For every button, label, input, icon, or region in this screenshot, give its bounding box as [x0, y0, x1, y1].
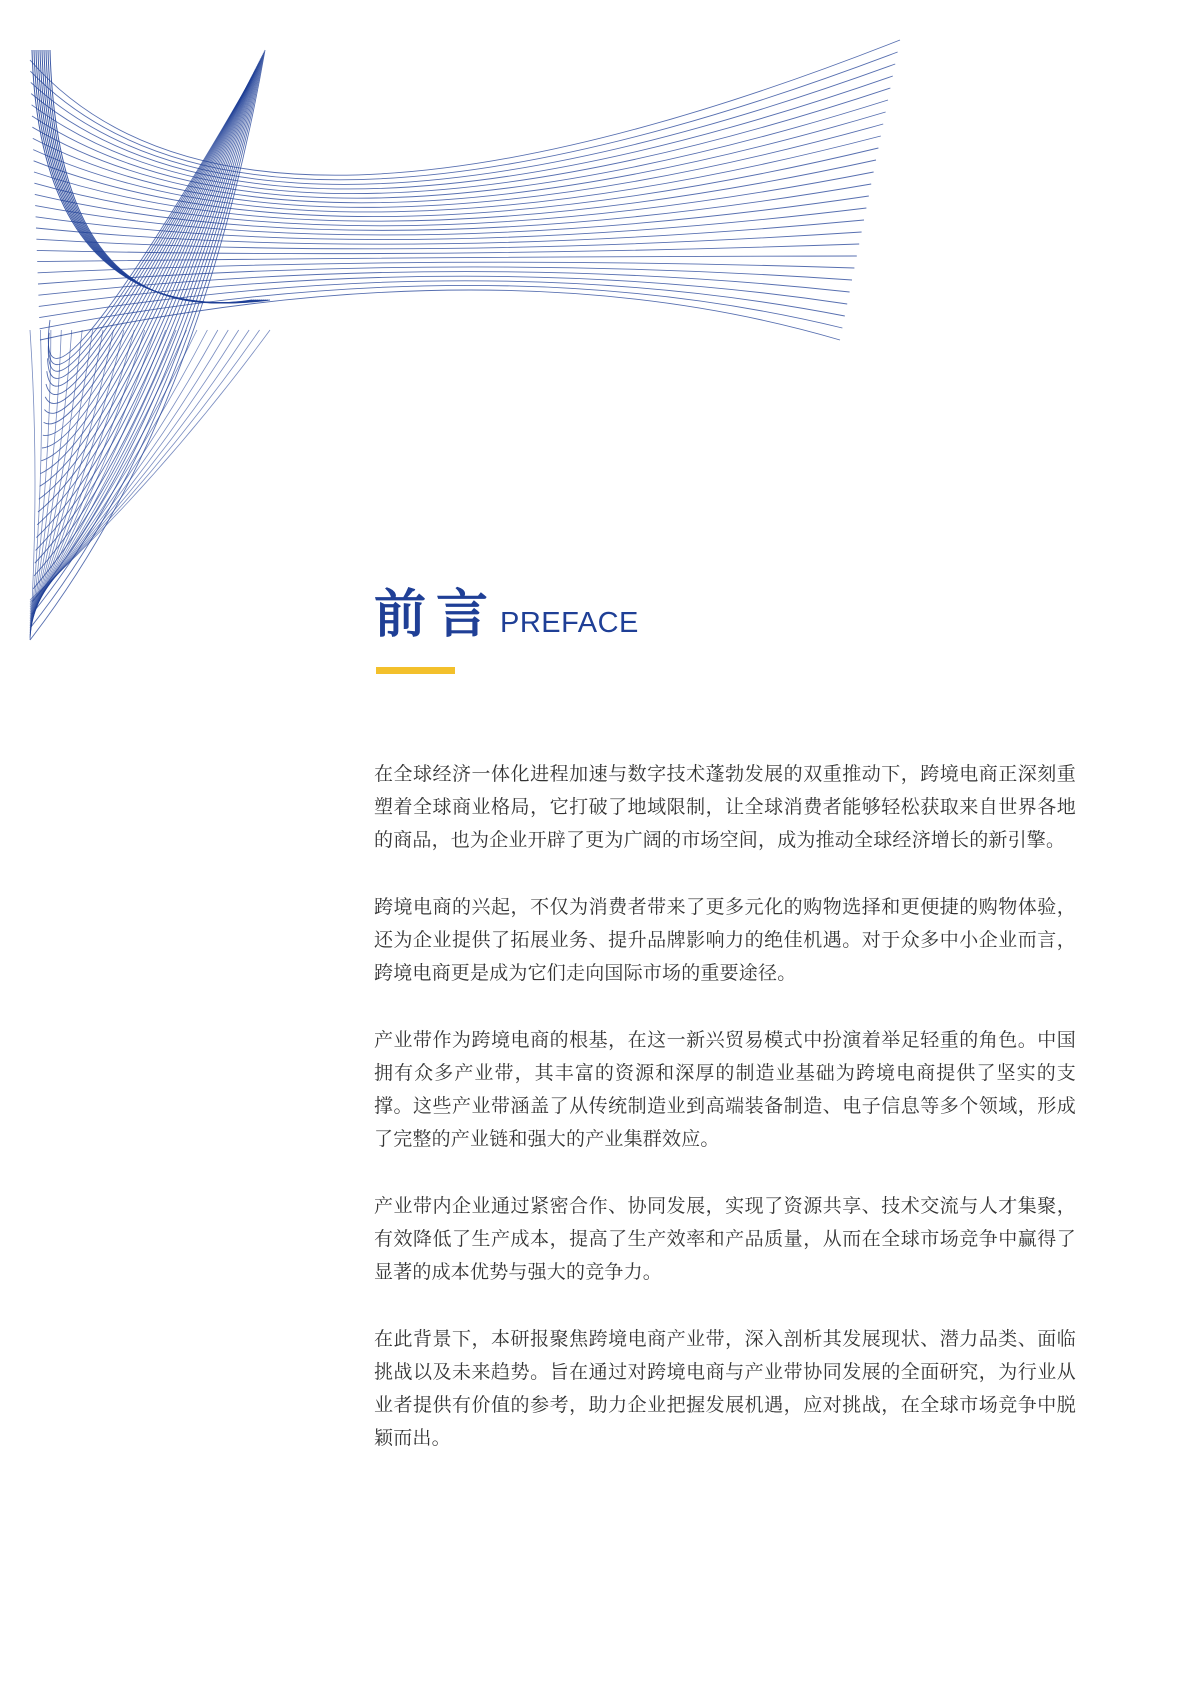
decor-line: [30, 330, 35, 640]
decor-line: [38, 267, 852, 284]
decor-line: [34, 50, 268, 303]
decor-line: [30, 330, 187, 614]
decor-line: [30, 330, 176, 616]
decor-line: [48, 87, 246, 371]
decor-line: [30, 50, 265, 640]
decor-line: [30, 330, 61, 635]
decor-line: [35, 184, 871, 230]
decor-line: [30, 330, 197, 612]
page-title: [374, 572, 1094, 647]
paragraph-3: 产业带作为跨境电商的根基，在这一新兴贸易模式中扮演着举足轻重的角色。中国拥有众多产业带，其丰富的资源和深厚的制造业基础为跨境电商提供了坚实的支撑。这些产业带涵盖了从传统制造业到高端装备制造、电子信息等多个领域，形成了完整的产业链和强大的产业集群效应。: [374, 1029, 1076, 1150]
decor-line: [36, 63, 258, 538]
decor-line: [30, 330, 228, 607]
decor-line: [38, 272, 849, 296]
decor-line: [36, 220, 864, 244]
decor-line: [30, 330, 239, 605]
decor-line: [37, 244, 859, 254]
decor-line: [32, 88, 891, 194]
decor-line: [30, 330, 134, 623]
decor-line: [48, 50, 254, 303]
decor-line: [35, 60, 260, 564]
decor-line: [30, 330, 113, 626]
decor-line: [30, 330, 166, 617]
decor-line: [43, 76, 252, 436]
decor-line: [30, 330, 72, 633]
decor-line: [42, 50, 260, 303]
decor-line: [30, 330, 42, 638]
decor-line: [39, 281, 845, 318]
decor-line: [34, 148, 879, 217]
decor-line: [44, 79, 250, 414]
decor-line: [40, 290, 840, 340]
decor-line: [31, 52, 264, 628]
decor-line: [39, 68, 256, 500]
decor-line: [30, 330, 82, 631]
title-underline-accent: [376, 667, 455, 674]
decor-line: [31, 76, 893, 189]
decor-line: [36, 50, 266, 303]
decor-line: [45, 80, 250, 403]
decor-line: [40, 71, 254, 474]
decor-line: [40, 50, 262, 303]
decor-line: [30, 330, 270, 600]
decor-line: [44, 50, 258, 303]
paragraph-1: 在全球经济一体化进程加速与数字技术蓬勃发展的双重推动下，跨境电商正深刻重塑着全球商业格局，它打破了地域限制，让全球消费者能够轻松获取来自世界各地的商品，也为企业开辟了更为广阔的市场空间，成为推动全球经济增长的新引擎。: [374, 763, 1076, 851]
decor-line: [50, 50, 252, 303]
title-chinese: 前言: [374, 585, 499, 645]
decor-line: [33, 56, 262, 588]
decor-line: [30, 330, 103, 628]
decor-line: [38, 262, 855, 273]
decor-line: [30, 330, 51, 637]
decor-line: [30, 330, 93, 630]
decor-line: [32, 50, 270, 303]
decor-line: [33, 124, 883, 207]
decor-line: [49, 88, 246, 364]
decor-line: [30, 330, 124, 624]
decor-line: [30, 330, 155, 619]
paragraph-5: 在此背景下，本研报聚焦跨境电商产业带，深入剖析其发展现状、潜力品类、面临挑战以及未来趋势。旨在通过对跨境电商与产业带协同发展的全面研究，为行业从业者提供有价值的参考，助力企业把握发展机遇，应对挑战，在全球市场竞争中脱颖而出。: [374, 1328, 1076, 1449]
decor-line: [32, 53, 264, 614]
decor-line: [40, 69, 256, 486]
decor-line: [36, 61, 260, 550]
decor-line: [41, 72, 254, 460]
decor-line: [30, 330, 218, 609]
preface-body: [374, 758, 1076, 1489]
decor-line: [34, 172, 873, 226]
decor-line: [31, 64, 895, 184]
decor-line: [36, 208, 867, 240]
decor-line: [32, 55, 262, 602]
decor-line: [47, 84, 248, 387]
decor-line: [30, 52, 897, 180]
decor-line: [30, 330, 249, 603]
decor-line: [30, 40, 900, 175]
decor-line: [34, 58, 261, 576]
decor-line: [42, 74, 253, 448]
decor-line: [32, 100, 888, 198]
decor-line: [30, 330, 145, 621]
decor-line: [46, 82, 249, 395]
decor-line: [36, 232, 861, 249]
decor-line: [30, 330, 260, 602]
paragraph-2: 跨境电商的兴起，不仅为消费者带来了更多元化的购物选择和更便捷的购物体验，还为企业提供了拓展业务、提升品牌影响力的绝佳机遇。对于众多中小企业而言，跨境电商更是成为它们走向国际市场的重要途径。: [374, 896, 1076, 984]
decor-line: [46, 50, 256, 303]
decor-line: [37, 64, 258, 524]
decor-line: [38, 50, 264, 303]
decor-line: [48, 85, 248, 378]
paragraph-4: 产业带内企业通过紧密合作、协同发展，实现了资源共享、技术交流与人才集聚，有效降低了生产成本，提高了生产效率和产品质量，从而在全球市场竞争中赢得了显著的成本优势与强大的竞争力。: [374, 1195, 1076, 1283]
decor-line: [48, 90, 245, 358]
decor-line: [39, 276, 847, 306]
decor-line: [37, 256, 857, 262]
decor-line: [40, 285, 843, 328]
decor-line: [32, 112, 885, 203]
decor-line: [33, 136, 881, 212]
decor-line: [34, 160, 876, 221]
decor-line: [44, 77, 252, 424]
decor-line: [30, 330, 207, 610]
title-english: PREFACE: [500, 607, 639, 639]
decor-line: [35, 196, 869, 235]
decor-line: [38, 66, 257, 512]
